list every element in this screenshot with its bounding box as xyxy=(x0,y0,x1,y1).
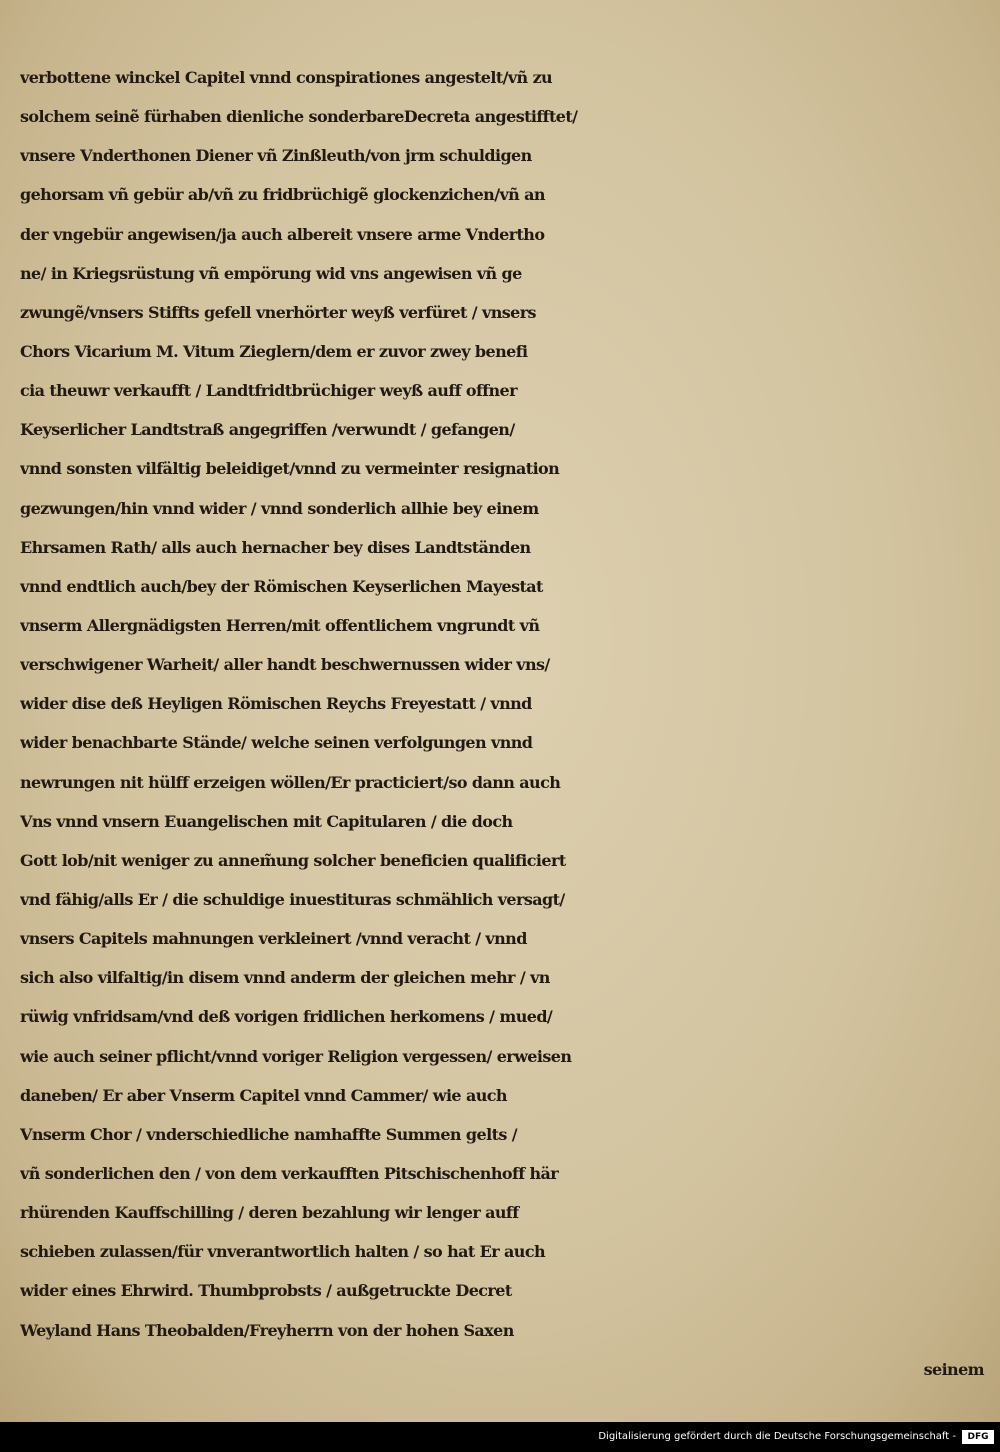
text-line: wie auch seiner pflicht/vnnd voriger Religion vergessen/ erweisen xyxy=(20,1046,572,1066)
text-line: vnsers Capitels mahnungen verkleinert /vnnd veracht / vnnd xyxy=(20,929,527,949)
text-line: schieben zulassen/für vnverantwortlich halten / so hat Er auch xyxy=(20,1242,546,1262)
text-line: Gott lob/nit weniger zu annem̃ung solcher beneficien qualificiert xyxy=(20,850,566,870)
dfg-logo: DFG xyxy=(962,1430,994,1444)
text-line: vnsere Vnderthonen Diener vñ Zinßleuth/von jrm schuldigen xyxy=(20,146,532,166)
text-line: ne/ in Kriegsrüstung vñ empörung wid vns angewisen vñ ge xyxy=(20,263,522,283)
text-line: newrungen nit hülff erzeigen wöllen/Er practiciert/so dann auch xyxy=(20,772,561,792)
text-line: vnnd sonsten vilfältig beleidiget/vnnd zu vermeinter resignation xyxy=(20,459,560,479)
text-line: Ehrsamen Rath/ alls auch hernacher bey dises Landtständen xyxy=(20,537,531,557)
text-line: rhürenden Kauffschilling / deren bezahlung wir lenger auff xyxy=(20,1203,519,1223)
text-line: zwungẽ/vnsers Stiffts gefell vnerhörter weyß verfüret / vnsers xyxy=(20,302,536,322)
text-line: sich also vilfaltig/in disem vnnd anderm der gleichen mehr / vn xyxy=(20,968,550,988)
footer-credit: Digitalisierung gefördert durch die Deutsche Forschungsgemeinschaft - xyxy=(598,1431,956,1442)
text-block xyxy=(20,58,988,1389)
text-line: Weyland Hans Theobalden/Freyherrn von der hohen Saxen xyxy=(20,1320,514,1340)
text-line: wider benachbarte Stände/ welche seinen verfolgungen vnnd xyxy=(20,733,533,753)
text-line: daneben/ Er aber Vnserm Capitel vnnd Cammer/ wie auch xyxy=(20,1085,507,1105)
text-line: vnd fähig/alls Er / die schuldige inuestituras schmählich versagt/ xyxy=(20,889,565,909)
text-line: Keyserlicher Landtstraß angegriffen /verwundt / gefangen/ xyxy=(20,420,515,440)
text-line: vnnd endtlich auch/bey der Römischen Keyserlichen Mayestat xyxy=(20,576,543,596)
text-line: solchem seinẽ fürhaben dienliche sonderbareDecreta angestifftet/ xyxy=(20,107,578,127)
text-line: vnserm Allergnädigsten Herren/mit offentlichem vngrundt vñ xyxy=(20,615,540,635)
text-line: gehorsam vñ gebür ab/vñ zu fridbrüchigẽ glockenzichen/vñ an xyxy=(20,185,545,205)
text-line: Vns vnnd vnsern Euangelischen mit Capitularen / die doch xyxy=(20,811,513,831)
text-line: verschwigener Warheit/ aller handt beschwernussen wider vns/ xyxy=(20,655,550,675)
text-line: wider eines Ehrwird. Thumbprobsts / außgetruckte Decret xyxy=(20,1281,512,1301)
text-line: der vngebür angewisen/ja auch albereit vnsere arme Vndertho xyxy=(20,224,545,244)
text-line: wider dise deß Heyligen Römischen Reychs Freyestatt / vnnd xyxy=(20,694,532,714)
text-line: cia theuwr verkaufft / Landtfridtbrüchiger weyß auff offner xyxy=(20,381,517,401)
text-line: verbottene winckel Capitel vnnd conspirationes angestelt/vñ zu xyxy=(20,68,553,87)
text-line: Vnserm Chor / vnderschiedliche namhaffte Summen gelts / xyxy=(20,1124,517,1144)
text-line: rüwig vnfridsam/vnd deß vorigen fridlichen herkomens / mued/ xyxy=(20,1007,553,1027)
text-line: gezwungen/hin vnnd wider / vnnd sonderlich allhie bey einem xyxy=(20,498,539,518)
text-line: Chors Vicarium M. Vitum Zieglern/dem er zuvor zwey benefi xyxy=(20,341,528,361)
footer-bar xyxy=(0,1422,1000,1452)
text-line: seinem xyxy=(923,1359,984,1379)
text-line: vñ sonderlichen den / von dem verkaufften Pitschischenhoff här xyxy=(20,1163,559,1183)
